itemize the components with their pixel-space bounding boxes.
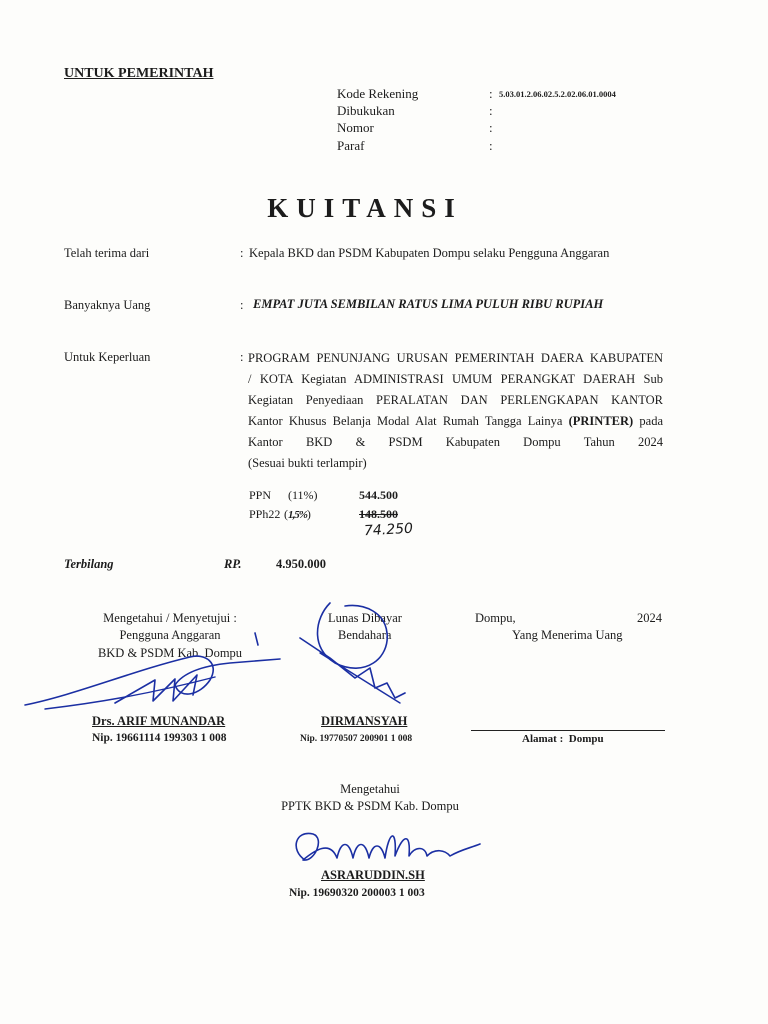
header-title: UNTUK PEMERINTAH (64, 66, 214, 81)
purpose-text (248, 348, 663, 474)
pph-label: PPh22 (249, 507, 281, 521)
colon: : (240, 350, 244, 364)
terbilang-label: Terbilang (64, 557, 114, 571)
address-label: Alamat : (522, 733, 564, 745)
pptk-signature-icon (285, 820, 485, 880)
amount-words-value: EMPAT JUTA SEMBILAN RATUS LIMA PULUH RIBU RUPIAH (253, 297, 604, 311)
ppn-value: 544.500 (359, 488, 398, 502)
amount-words-label: Banyaknya Uang (64, 298, 151, 312)
pph-value-struck: 148.500 (359, 507, 398, 521)
pph-rate (284, 507, 311, 522)
kode-rekening-value: 5.03.01.2.06.02.5.2.02.06.01.0004 (499, 89, 616, 99)
treasurer-line2: Bendahara (338, 628, 392, 642)
purpose-segment: pada (639, 414, 664, 428)
ppn-label: PPN (249, 488, 272, 502)
purpose-label: Untuk Keperluan (64, 350, 151, 364)
treasurer-signature-icon (295, 598, 425, 718)
approver-signature-icon (15, 625, 285, 725)
purpose-line (248, 411, 663, 432)
purpose-line: (Sesuai bukti terlampir) (248, 456, 367, 470)
dibukukan-label: Dibukukan (337, 103, 395, 118)
document-title: KUITANSI (267, 193, 463, 223)
purpose-segment: Kantor Khusus Belanja Modal Alat Rumah Tangga Lainya (248, 414, 563, 428)
pptk-line1: Mengetahui (340, 782, 400, 796)
pptk-name: ASRARUDDIN.SH (321, 868, 425, 882)
purpose-line: Kegiatan Penyediaan PERALATAN DAN PERLENGKAPAN KANTOR (248, 393, 663, 407)
approver-name: Drs. ARIF MUNANDAR (92, 714, 226, 728)
colon: : (240, 246, 244, 260)
purpose-line: / KOTA Kegiatan ADMINISTRASI UMUM PERANGKAT DAERAH Sub (248, 372, 663, 386)
rp-label: RP. (224, 557, 242, 571)
paraf-label: Paraf (337, 138, 365, 153)
total-amount: 4.950.000 (276, 557, 326, 571)
received-from-value: Kepala BKD dan PSDM Kabupaten Dompu selaku Pengguna Anggaran (249, 246, 610, 260)
pph-rate-close: ) (306, 507, 311, 521)
pptk-line2: PPTK BKD & PSDM Kab. Dompu (281, 799, 459, 813)
pph-rate-open: ( (284, 507, 288, 521)
ppn-rate: (11%) (288, 488, 318, 502)
colon: : (489, 120, 493, 135)
treasurer-nip: Nip. 19770507 200901 1 008 (300, 734, 413, 744)
receiver-address (522, 733, 604, 745)
kode-rekening-label: Kode Rekening (337, 86, 419, 101)
address-value: Dompu (568, 733, 604, 745)
pph-value-handwritten: 74.250 (363, 520, 414, 540)
received-from-label: Telah terima dari (64, 246, 150, 260)
receiver-place: Dompu, (475, 611, 516, 625)
pph-rate-hand: 1,5% (288, 509, 307, 521)
purpose-line: PROGRAM PENUNJANG URUSAN PEMERINTAH DAERA KABUPATEN (248, 351, 663, 365)
treasurer-name: DIRMANSYAH (321, 714, 408, 728)
receiver-line2: Yang Menerima Uang (512, 628, 623, 642)
treasurer-line1: Lunas Dibayar (328, 611, 402, 625)
purpose-line: Kantor BKD & PSDM Kabupaten Dompu Tahun 2024 (248, 435, 663, 449)
purpose-printer: (PRINTER) (568, 414, 634, 428)
approver-line2: Pengguna Anggaran (119, 628, 221, 642)
colon: : (489, 103, 493, 118)
receiver-signature-line (471, 730, 665, 731)
approver-line3: BKD & PSDM Kab. Dompu (97, 646, 243, 660)
nomor-label: Nomor (337, 120, 374, 135)
approver-nip: Nip. 19661114 199303 1 008 (92, 732, 227, 744)
receiver-year: 2024 (637, 611, 662, 625)
colon: : (489, 86, 493, 101)
pptk-nip: Nip. 19690320 200003 1 003 (289, 887, 425, 899)
approver-line1: Mengetahui / Menyetujui : (103, 611, 237, 625)
colon: : (240, 298, 244, 312)
colon: : (489, 138, 493, 153)
